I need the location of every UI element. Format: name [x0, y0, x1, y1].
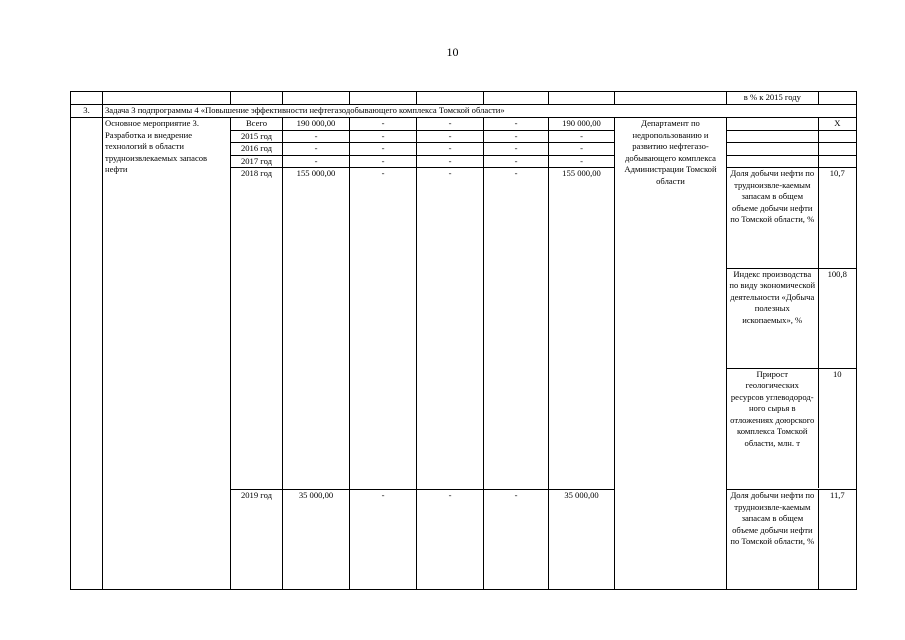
page-number: 10 — [446, 45, 459, 59]
value-cell: - — [549, 143, 615, 156]
table-cell — [818, 92, 856, 105]
activity-name: Основное мероприятие 3. Разработка и внедрение технологий в области трудноизвлекаемых запасов нефти — [103, 118, 231, 590]
total-cell: 155 000,00 — [283, 168, 350, 490]
table-cell — [350, 92, 417, 105]
indicator-value: 100,8 — [818, 268, 856, 368]
executor-cell: Департамент по недропользованию и развитию нефтегазо-добывающего комплекса Администрации Томской области — [615, 118, 727, 590]
value-cell: 190 000,00 — [549, 118, 615, 131]
indicator-row — [727, 268, 856, 368]
value-cell: - — [417, 143, 484, 156]
table-cell — [615, 92, 727, 105]
table-row — [71, 118, 857, 131]
value-cell: 155 000,00 — [549, 168, 615, 490]
value-cell: - — [350, 490, 417, 590]
task-title: Задача 3 подпрограммы 4 «Повышение эффективности нефтегазодобывающего комплекса Томской области» — [103, 105, 857, 118]
value-cell: - — [484, 118, 549, 131]
total-cell: - — [283, 143, 350, 156]
header-unit: в % к 2015 году — [727, 92, 819, 105]
value-cell: - — [417, 118, 484, 131]
table-cell — [231, 92, 283, 105]
indicator-value-cell: Х — [818, 118, 856, 131]
value-cell: - — [350, 168, 417, 490]
year-cell: 2018 год — [231, 168, 283, 490]
value-cell: - — [484, 155, 549, 168]
indicator-value-cell — [818, 155, 856, 168]
header-continuation-row — [71, 92, 857, 105]
year-cell: 2017 год — [231, 155, 283, 168]
indicator-name: Индекс производства по виду экономической деятельности «Добыча полезных ископаемых», % — [727, 268, 818, 368]
indicator-value: 10,7 — [818, 168, 856, 268]
year-cell: 2015 год — [231, 130, 283, 143]
indicator-value-cell — [818, 130, 856, 143]
indicator-name-cell — [727, 155, 819, 168]
value-cell: - — [549, 155, 615, 168]
year-cell: Всего — [231, 118, 283, 131]
value-cell: - — [484, 143, 549, 156]
table-cell — [71, 92, 103, 105]
table-cell — [549, 92, 615, 105]
indicator-name: Доля добычи нефти по трудноизвле-каемым запасам в общем объеме добычи нефти по Томской области, % — [727, 168, 818, 268]
program-table — [70, 91, 857, 590]
empty-number-cell — [71, 118, 103, 590]
indicators-2018 — [727, 168, 857, 490]
table-cell — [103, 92, 231, 105]
table-cell — [283, 92, 350, 105]
value-cell: - — [417, 130, 484, 143]
indicator-value-cell — [818, 143, 856, 156]
task-number: 3. — [71, 105, 103, 118]
table-cell — [417, 92, 484, 105]
value-cell: - — [484, 490, 549, 590]
value-cell: - — [417, 155, 484, 168]
value-cell: - — [350, 143, 417, 156]
indicator-name-cell — [727, 118, 819, 131]
indicator-value: 11,7 — [818, 490, 856, 590]
value-cell: - — [417, 168, 484, 490]
value-cell: - — [417, 490, 484, 590]
indicator-value: 10 — [832, 368, 842, 379]
value-cell: 35 000,00 — [549, 490, 615, 590]
total-cell: - — [283, 130, 350, 143]
indicator-name-cell — [727, 130, 819, 143]
indicator-row — [727, 168, 856, 268]
indicator-name-cell — [727, 143, 819, 156]
indicator-name: Доля добычи нефти по трудноизвле-каемым запасам в общем объеме добычи нефти по Томской области, % — [727, 490, 819, 590]
value-cell: - — [350, 130, 417, 143]
value-cell: - — [549, 130, 615, 143]
value-cell: - — [484, 130, 549, 143]
indicator-row — [727, 368, 856, 488]
value-cell: - — [484, 168, 549, 490]
value-cell: - — [350, 155, 417, 168]
table-cell — [484, 92, 549, 105]
task-row — [71, 105, 857, 118]
indicator-name: Прирост геологических ресурсов углеводород-ного сырья в отложениях доюрского комплекса Томской области, млн. т — [727, 368, 818, 488]
value-cell: - — [350, 118, 417, 131]
year-cell: 2019 год — [231, 490, 283, 590]
year-cell: 2016 год — [231, 143, 283, 156]
total-cell: - — [283, 155, 350, 168]
total-cell: 35 000,00 — [283, 490, 350, 590]
total-cell: 190 000,00 — [283, 118, 350, 131]
